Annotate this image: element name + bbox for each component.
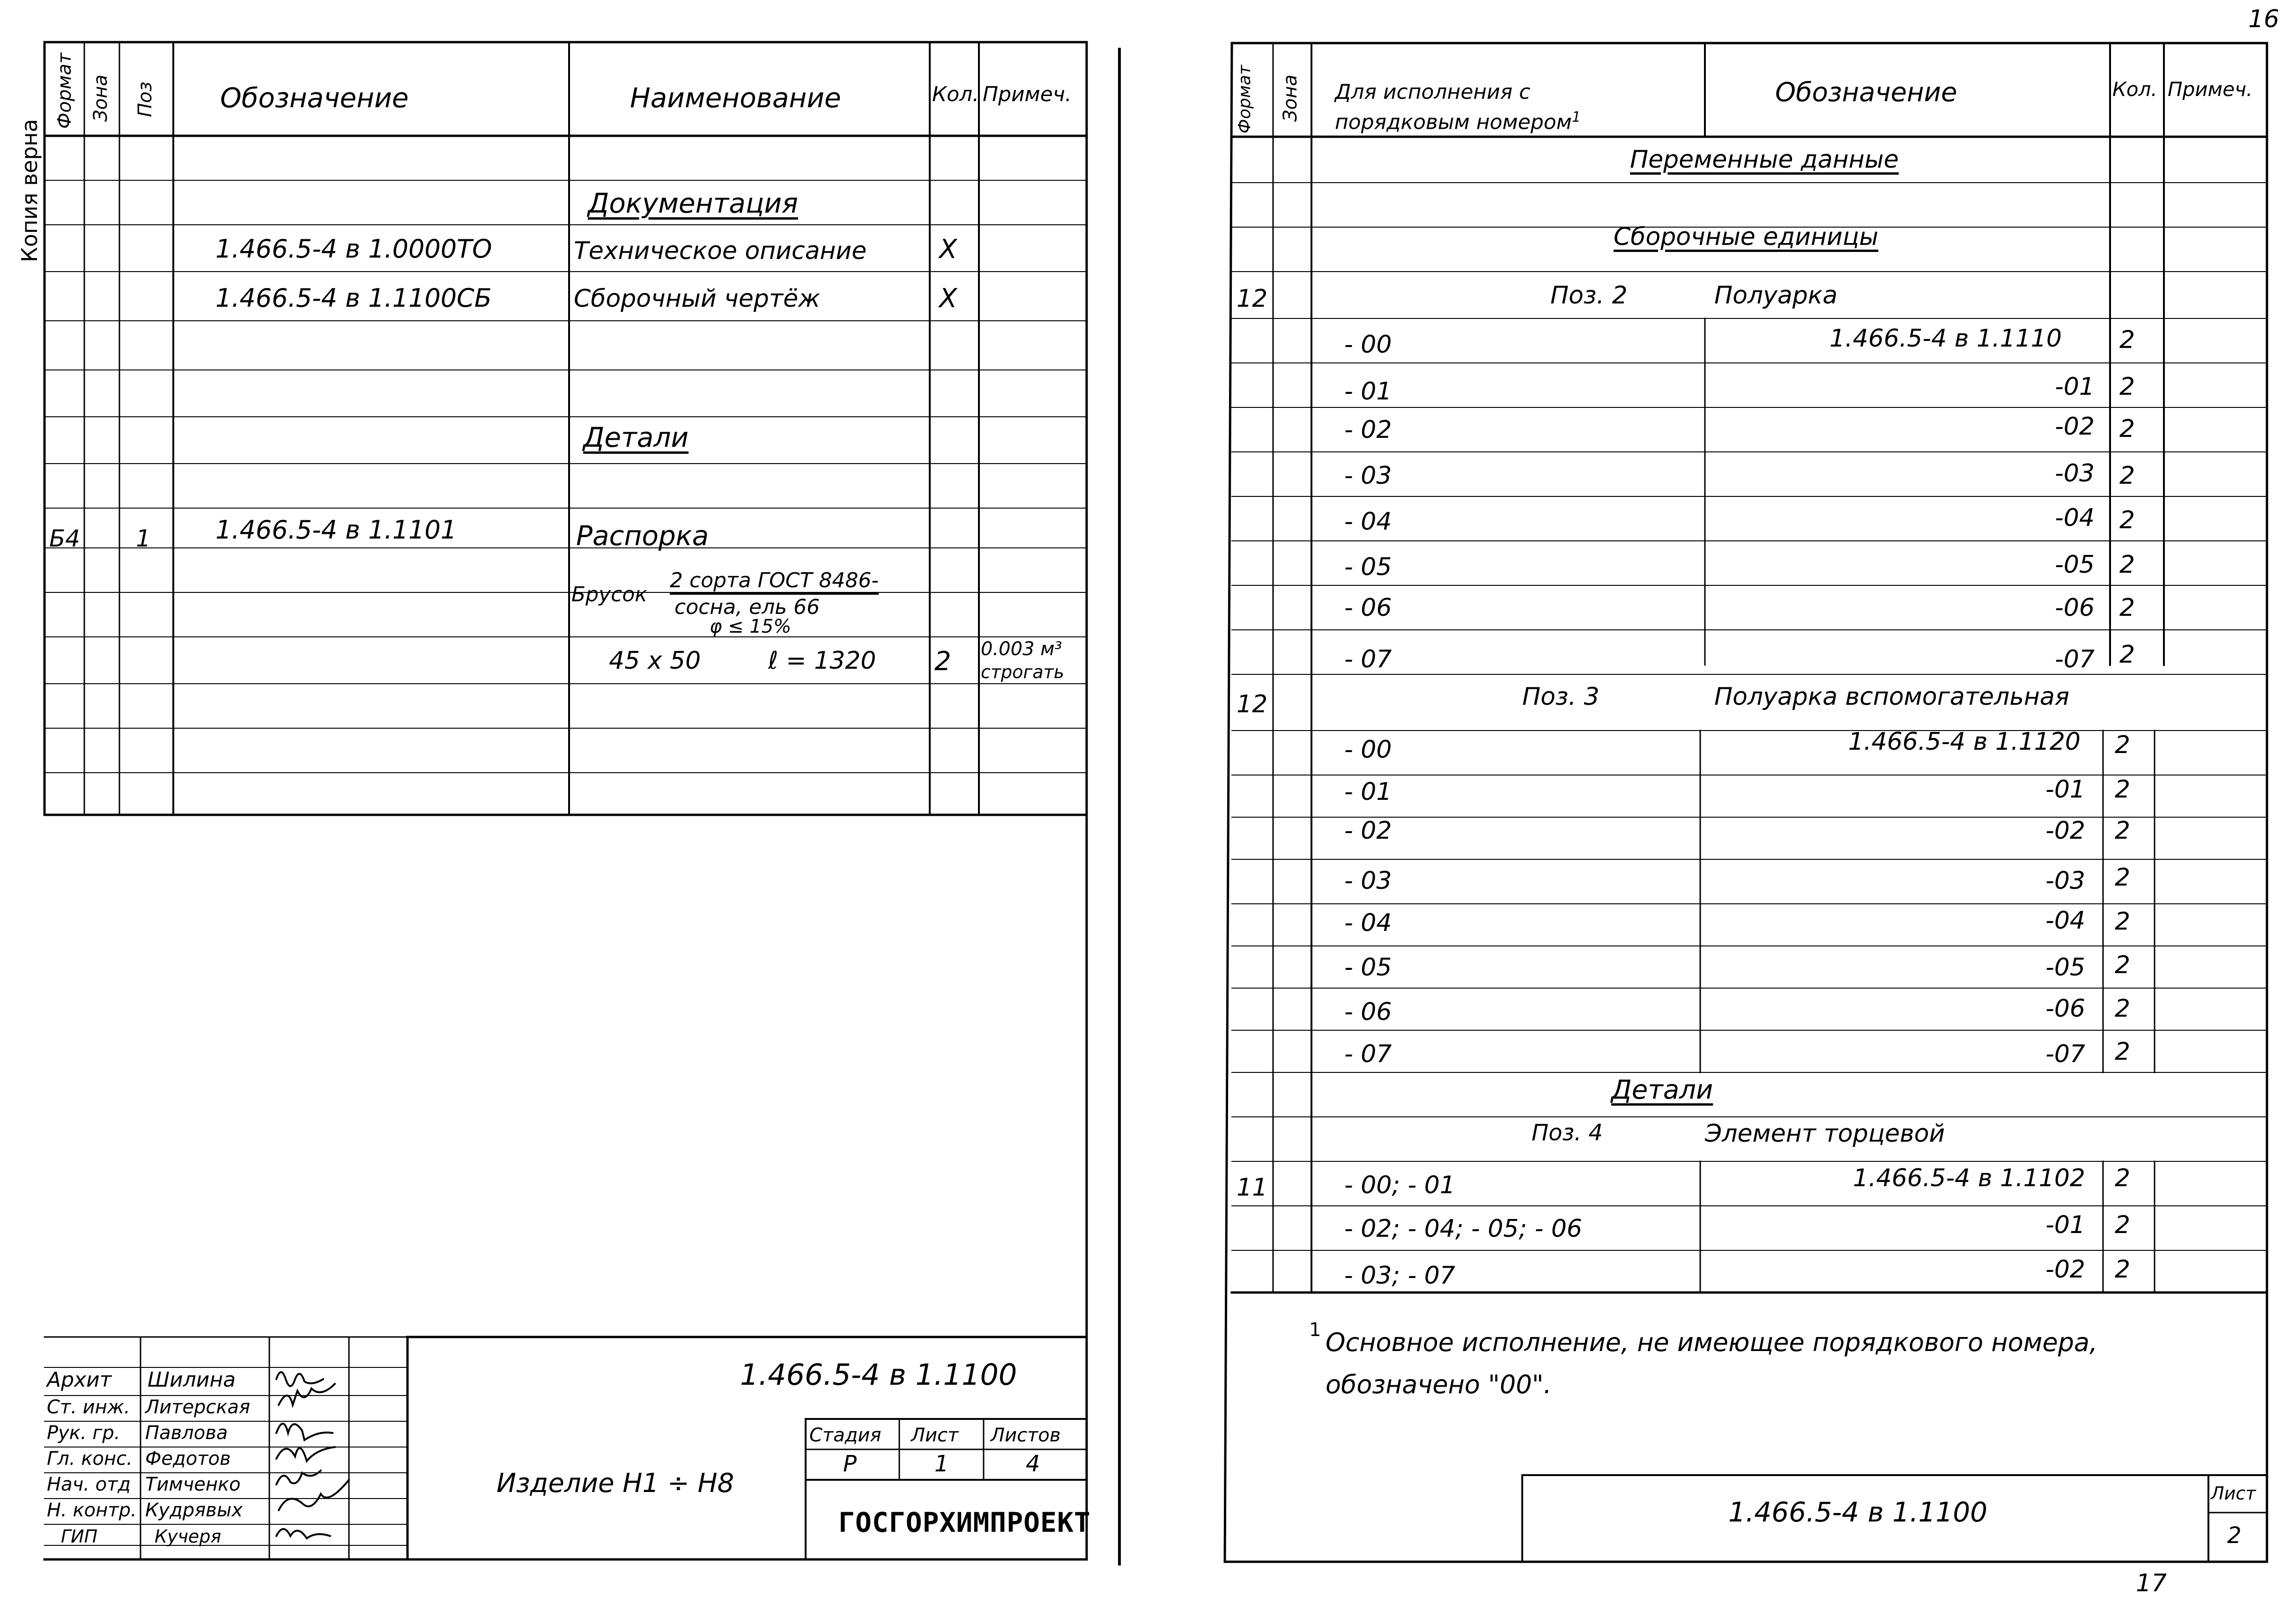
r-header-designation: Обозначение [1775, 77, 1957, 108]
footnote-line2: обозначено "00". [1326, 1370, 1552, 1399]
g2-variant: - 06 [1344, 998, 1392, 1026]
page-number-top: 16 [2248, 5, 2280, 33]
g2-pos: Поз. 3 [1522, 683, 1600, 711]
tb-role: Рук. гр. [47, 1422, 120, 1444]
g3-variant: - 03; - 07 [1344, 1262, 1455, 1290]
g3-qty: 2 [2115, 1164, 2131, 1192]
tb-sheet: 1 [934, 1451, 949, 1477]
material-spec-top: 2 сорта ГОСТ 8486- [670, 570, 879, 595]
g2-designation: -02 [2045, 817, 2085, 845]
tb-product: Изделие Н1 ÷ Н8 [496, 1468, 734, 1499]
tb-person: Федотов [145, 1448, 231, 1470]
g1-variant: - 03 [1344, 462, 1392, 490]
section-variable-data: Переменные данные [1630, 146, 1899, 174]
section-documentation: Документация [588, 187, 798, 219]
footnote-line1: Основное исполнение, не имеющее порядкового номера, [1326, 1328, 2098, 1357]
g1-format: 12 [1237, 285, 1268, 313]
g1-designation: -03 [2055, 459, 2095, 487]
material-prefix: Брусок [571, 583, 647, 606]
tb-role: Гл. конс. [47, 1448, 133, 1470]
r-header-format: Формат [1235, 65, 1254, 133]
section-assembly-units: Сборочные единицы [1614, 223, 1879, 251]
g1-designation: 1.466.5-4 в 1.1110 [1829, 325, 2062, 353]
g1-qty: 2 [2119, 462, 2135, 490]
tb-role: Архит [47, 1368, 112, 1392]
g2-qty: 2 [2115, 731, 2131, 759]
g2-format: 12 [1237, 690, 1268, 718]
g2-variant: - 05 [1344, 953, 1392, 982]
doc-designation-sb: 1.466.5-4 в 1.1100СБ [215, 283, 492, 313]
material-humidity: φ ≤ 15% [710, 616, 792, 637]
g2-qty: 2 [2115, 864, 2131, 892]
r-tb-sheet-no: 2 [2227, 1522, 2242, 1549]
tb-designation: 1.466.5-4 в 1.1100 [740, 1358, 1017, 1392]
g2-variant: - 01 [1344, 778, 1392, 806]
header-designation: Обозначение [220, 82, 409, 114]
g2-variant: - 03 [1344, 867, 1392, 895]
g2-designation: -07 [2045, 1040, 2085, 1068]
tb-person: Шилина [148, 1368, 236, 1392]
g3-designation: 1.466.5-4 в 1.1102 [1853, 1164, 2085, 1192]
header-format: Формат [54, 52, 75, 129]
doc-qty-sb: X [939, 283, 957, 314]
material-spec-bottom: сосна, ель 66 [674, 595, 820, 619]
g3-designation: -02 [2045, 1256, 2085, 1284]
g1-designation: -05 [2055, 551, 2095, 579]
r-tb-sheet-label: Лист [2211, 1483, 2256, 1504]
g3-designation: -01 [2045, 1211, 2085, 1239]
tb-stage: Р [843, 1451, 857, 1477]
g2-designation: -04 [2045, 907, 2085, 935]
part-qty: 2 [934, 646, 951, 677]
g1-variant: - 00 [1344, 331, 1392, 359]
g1-designation: -06 [2055, 594, 2095, 622]
section-details-left: Детали [583, 421, 689, 453]
g3-format: 11 [1237, 1174, 1268, 1202]
g3-qty: 2 [2115, 1211, 2131, 1239]
g1-designation: -01 [2055, 373, 2095, 401]
part-pos: 1 [136, 525, 151, 552]
tb-sheet-label: Лист [911, 1425, 959, 1446]
doc-name-to: Техническое описание [574, 237, 867, 265]
part-name: Распорка [576, 520, 709, 552]
g2-qty: 2 [2115, 817, 2131, 845]
g2-qty: 2 [2115, 908, 2131, 936]
g2-qty: 2 [2115, 995, 2131, 1023]
g2-variant: - 00 [1344, 736, 1392, 764]
g1-designation: -07 [2055, 645, 2095, 673]
part-size: 45 x 50 [609, 647, 701, 675]
g1-variant: - 06 [1344, 594, 1392, 622]
tb-org-stamp: ГОСГОРХИМПРОЕКТ [838, 1507, 1091, 1538]
g2-qty: 2 [2115, 775, 2131, 804]
g1-name: Полуарка [1714, 281, 1838, 310]
g2-designation: -05 [2045, 953, 2085, 982]
g3-pos: Поз. 4 [1532, 1120, 1603, 1146]
header-name: Наименование [630, 82, 841, 114]
section-details-right: Детали [1611, 1075, 1713, 1105]
header-pos: Поз [134, 81, 156, 117]
signatures [272, 1339, 384, 1559]
g3-qty: 2 [2115, 1256, 2131, 1284]
g1-variant: - 04 [1344, 508, 1392, 536]
tb-person: Тимченко [145, 1474, 241, 1495]
g1-designation: -04 [2055, 504, 2095, 532]
doc-name-sb: Сборочный чертёж [574, 285, 820, 313]
footnote-mark: 1 [1309, 1319, 1321, 1341]
tb-person: Кудрявых [145, 1499, 243, 1521]
r-header-zone: Зона [1280, 74, 1301, 122]
r-header-variant: Для исполнения с порядковым номером$^1$ [1335, 80, 1581, 134]
r-tb-designation: 1.466.5-4 в 1.1100 [1728, 1496, 1988, 1528]
g1-qty: 2 [2119, 594, 2135, 622]
part-length: ℓ = 1320 [768, 647, 876, 675]
part-format: Б4 [49, 525, 81, 552]
r-header-qty: Кол. [2112, 78, 2157, 101]
g1-variant: - 02 [1344, 416, 1392, 444]
part-note-finish: строгать [981, 662, 1065, 682]
page-number-bottom: 17 [2136, 1569, 2167, 1597]
part-note-volume: 0.003 м³ [981, 638, 1062, 660]
tb-role: Н. контр. [47, 1499, 137, 1521]
doc-qty-to: X [939, 234, 957, 265]
header-qty: Кол. [932, 82, 979, 106]
g2-designation: -01 [2045, 775, 2085, 804]
tb-role: Ст. инж. [47, 1396, 130, 1418]
tb-person: Павлова [145, 1422, 228, 1444]
g1-qty: 2 [2119, 506, 2135, 534]
tb-person: Кучеря [155, 1526, 222, 1547]
doc-designation-to: 1.466.5-4 в 1.0000ТО [215, 234, 492, 264]
g2-qty: 2 [2115, 1038, 2131, 1066]
part-designation: 1.466.5-4 в 1.1101 [215, 515, 457, 545]
tb-sheets-label: Листов [991, 1425, 1061, 1446]
tb-sheets: 4 [1026, 1451, 1040, 1477]
header-zone: Зона [90, 74, 111, 122]
r-header-note: Примеч. [2168, 78, 2253, 101]
g2-designation: 1.466.5-4 в 1.1120 [1848, 728, 2081, 756]
g2-variant: - 02 [1344, 817, 1392, 845]
tb-role: ГИП [61, 1526, 98, 1547]
g1-variant: - 01 [1344, 377, 1392, 406]
g1-variant: - 07 [1344, 645, 1392, 673]
tb-person: Литерская [145, 1396, 251, 1418]
g3-name: Элемент торцевой [1705, 1120, 1945, 1148]
copy-mark: Копия верна [17, 119, 42, 262]
tb-role: Нач. отд [47, 1474, 131, 1495]
g3-variant: - 00; - 01 [1344, 1171, 1455, 1199]
g1-pos: Поз. 2 [1550, 281, 1628, 310]
g2-variant: - 07 [1344, 1040, 1392, 1068]
g2-variant: - 04 [1344, 909, 1392, 937]
g1-qty: 2 [2119, 641, 2135, 669]
g2-name: Полуарка вспомогательная [1714, 683, 2070, 711]
g1-variant: - 05 [1344, 553, 1392, 581]
g2-qty: 2 [2115, 951, 2131, 979]
g1-qty: 2 [2119, 373, 2135, 401]
g1-qty: 2 [2119, 415, 2135, 443]
g1-qty: 2 [2119, 326, 2135, 354]
g2-designation: -06 [2045, 995, 2085, 1023]
g1-qty: 2 [2119, 551, 2135, 579]
g2-designation: -03 [2045, 867, 2085, 895]
g3-variant: - 02; - 04; - 05; - 06 [1344, 1215, 1582, 1243]
g1-designation: -02 [2055, 413, 2095, 441]
header-note: Примеч. [983, 82, 1072, 106]
tb-stage-label: Стадия [809, 1425, 881, 1446]
